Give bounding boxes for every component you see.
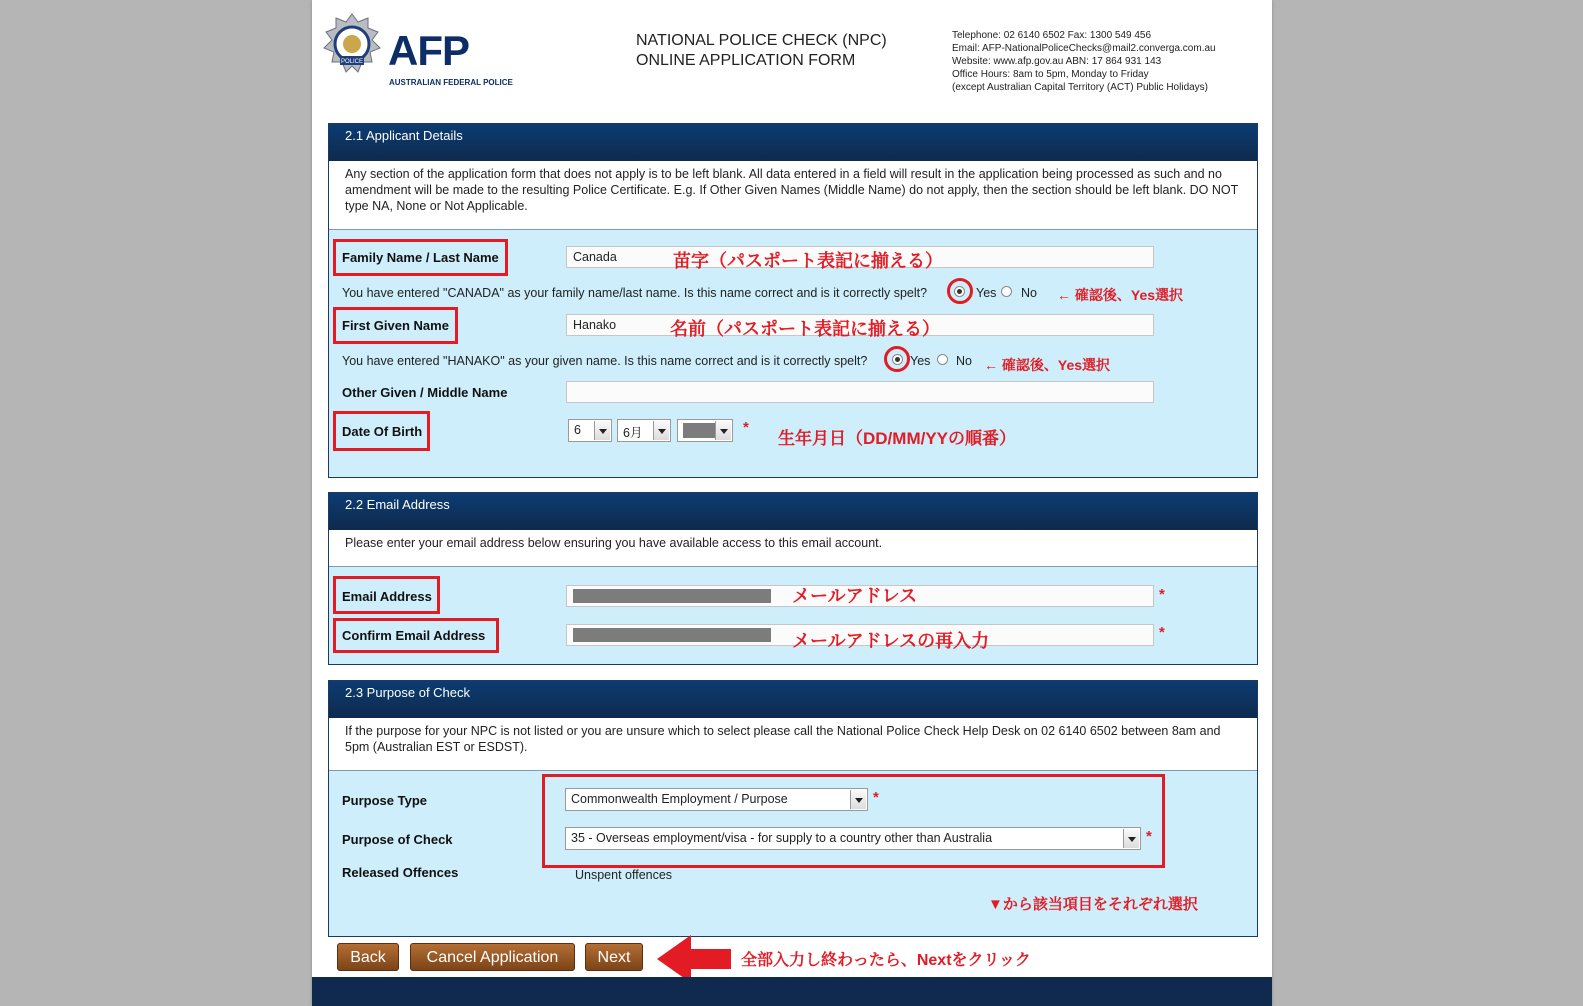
contact-line: Telephone: 02 6140 6502 Fax: 1300 549 456 — [952, 30, 1152, 41]
highlight-ring — [884, 346, 910, 372]
highlight-box — [333, 576, 440, 614]
chevron-down-icon — [715, 421, 731, 440]
highlight-box — [333, 239, 508, 276]
cancel-application-button[interactable]: Cancel Application — [410, 943, 575, 971]
section-heading: 2.1 Applicant Details — [329, 124, 1257, 161]
purpose-type-select[interactable]: Commonwealth Employment / Purpose — [565, 788, 868, 811]
contact-line: (except Australian Capital Territory (ACT) Public Holidays) — [952, 82, 1209, 93]
redacted-email — [573, 589, 771, 603]
redacted-year — [683, 423, 715, 438]
released-offences-label: Released Offences — [342, 865, 459, 880]
annotation-purpose: ▼から該当項目をそれぞれ選択 — [988, 896, 1198, 913]
page — [312, 0, 1272, 1006]
required-marker: * — [1146, 828, 1152, 845]
highlight-box — [542, 774, 1165, 868]
chevron-down-icon — [653, 421, 669, 440]
yes-label: Yes — [910, 354, 931, 368]
chevron-down-icon — [594, 421, 610, 440]
contact-info — [952, 29, 1216, 94]
highlight-box — [333, 307, 458, 344]
annotation-confirm-family: ← 確認後、Yes選択 — [1057, 287, 1184, 303]
next-button[interactable]: Next — [585, 943, 643, 971]
email-label: Email Address — [342, 589, 432, 604]
required-marker: * — [743, 419, 749, 436]
first-name-label: First Given Name — [342, 318, 449, 333]
first-no-radio[interactable] — [937, 354, 948, 365]
contact-line: Email: AFP-NationalPoliceChecks@mail2.converga.com.au — [952, 43, 1216, 54]
dob-year-select[interactable] — [677, 419, 733, 442]
annotation-family: 苗字（パスポート表記に揃える） — [673, 251, 943, 271]
highlight-ring — [947, 278, 973, 304]
no-label: No — [1021, 286, 1037, 300]
section-intro: Any section of the application form that does not apply is to be left blank. All data entered in a field will result in the application being processed as such and no amendment will be made to the resulting Police Certificate. E.g. If Other Given Names (Middle Name) do not apply, then the section should be left blank. DO NOT type NA, None or Not Applicable. — [329, 161, 1257, 230]
contact-line: Office Hours: 8am to 5pm, Monday to Friday — [952, 69, 1149, 80]
yes-label: Yes — [976, 286, 997, 300]
contact-line: Website: www.afp.gov.au ABN: 17 864 931 143 — [952, 56, 1162, 67]
middle-name-label: Other Given / Middle Name — [342, 385, 508, 400]
annotation-dob: 生年月日（DD/MM/YYの順番） — [778, 429, 1016, 448]
dob-day-select[interactable]: 6 — [568, 419, 612, 442]
no-label: No — [956, 354, 972, 368]
purpose-check-label: Purpose of Check — [342, 832, 453, 847]
annotation-email: メールアドレス — [792, 586, 918, 606]
section-intro: Please enter your email address below ensuring you have available access to this email account. — [329, 530, 1257, 567]
afp-crest-icon — [322, 12, 382, 88]
annotation-confirm-email: メールアドレスの再入力 — [792, 631, 990, 651]
highlight-box — [333, 618, 499, 653]
afp-logo-text: AFP — [388, 27, 469, 74]
annotation-next: 全部入力し終わったら、Nextをクリック — [741, 952, 1031, 969]
purpose-type-label: Purpose Type — [342, 793, 428, 808]
redacted-email — [573, 628, 771, 642]
section-heading: 2.2 Email Address — [329, 493, 1257, 530]
annotation-first: 名前（パスポート表記に揃える） — [670, 319, 940, 339]
dob-label: Date Of Birth — [342, 424, 423, 439]
confirm-email-label: Confirm Email Address — [342, 628, 486, 643]
afp-logo-subtext: AUSTRALIAN FEDERAL POLICE — [389, 78, 513, 87]
dob-month-select[interactable]: 6月 — [617, 419, 671, 442]
badge-label: POLICE — [340, 59, 364, 65]
middle-name-input[interactable] — [566, 381, 1154, 403]
page-footer-bar — [312, 977, 1272, 1006]
highlight-box — [333, 411, 430, 451]
section-intro: If the purpose for your NPC is not listed or you are unsure which to select please call the National Police Check Help Desk on 02 6140 6502 between 8am and 5pm (Australian EST or ESDST). — [329, 718, 1257, 771]
back-button[interactable]: Back — [337, 943, 399, 971]
first-confirm-text: You have entered "HANAKO" as your given name. Is this name correct and is it correctly spelt? — [342, 354, 868, 368]
annotation-confirm-first: ← 確認後、Yes選択 — [984, 357, 1111, 373]
section-heading: 2.3 Purpose of Check — [329, 681, 1257, 718]
required-marker: * — [873, 789, 879, 806]
family-no-radio[interactable] — [1001, 286, 1012, 297]
required-marker: * — [1159, 624, 1165, 641]
purpose-check-select[interactable]: 35 - Overseas employment/visa - for supply to a country other than Australia — [565, 827, 1141, 850]
form-title: NATIONAL POLICE CHECK (NPC) ONLINE APPLICATION FORM — [636, 32, 887, 69]
required-marker: * — [1159, 586, 1165, 603]
released-offences-value: Unspent offences — [575, 868, 673, 882]
family-name-label: Family Name / Last Name — [342, 250, 499, 265]
family-confirm-text: You have entered "CANADA" as your family name/last name. Is this name correct and is it correctly spelt? — [342, 286, 928, 300]
